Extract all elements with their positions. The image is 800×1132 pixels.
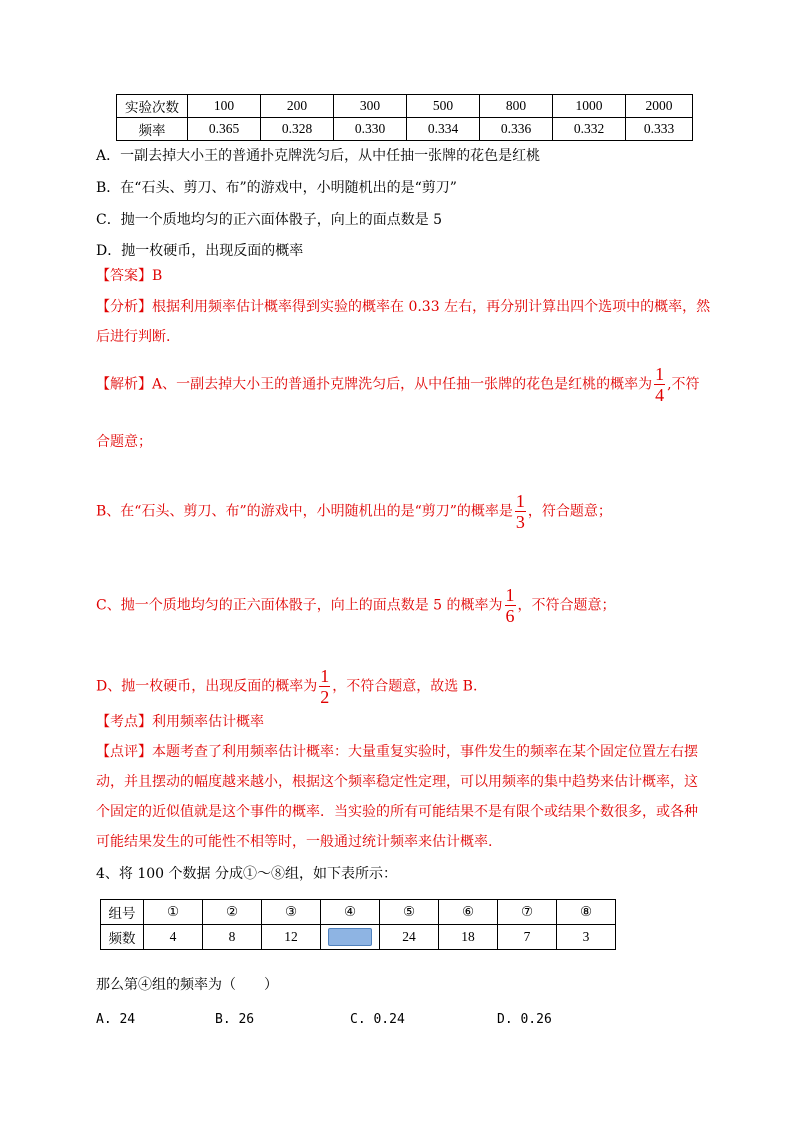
table-cell: ③ <box>262 900 321 925</box>
option-d: D．抛一枚硬币，出现反面的概率 <box>96 243 304 259</box>
analysis-line-2: 后进行判断. <box>96 329 171 345</box>
table-cell: ⑧ <box>557 900 616 925</box>
table-cell: 实验次数 <box>117 95 188 118</box>
table-cell: 7 <box>498 925 557 950</box>
answer-value: B <box>152 268 163 284</box>
table-cell: ⑤ <box>380 900 439 925</box>
analysis-line-1 <box>96 297 710 317</box>
fraction-numerator: 1 <box>655 364 665 384</box>
table-cell: 4 <box>144 925 203 950</box>
table-cell: 1000 <box>553 95 626 118</box>
explanation-c-after: ，不符合题意； <box>517 597 616 614</box>
explanation-d <box>96 666 477 707</box>
explanation-tag: 【解析】 <box>96 376 152 393</box>
table-cell: 频率 <box>117 118 188 141</box>
dianping-tag: 【点评】 <box>96 744 152 760</box>
explanation-b-text: B、在“石头、剪刀、布”的游戏中，小明随机出的是“剪刀”的概率是 <box>96 503 513 520</box>
explanation-b <box>96 491 612 532</box>
table-cell: 0.365 <box>188 118 261 141</box>
analysis-text: 根据利用频率估计概率得到实验的概率在 0.33 左右，再分别计算出四个选项中的概率，然 <box>152 299 711 315</box>
table-cell: 8 <box>203 925 262 950</box>
table-header-row <box>101 900 616 925</box>
table-cell: ⑥ <box>439 900 498 925</box>
explanation-c <box>96 585 616 626</box>
fraction-1-2 <box>319 666 330 707</box>
table-cell: 0.330 <box>334 118 407 141</box>
fraction-numerator: 1 <box>505 585 515 605</box>
table-cell: 0.333 <box>626 118 693 141</box>
q4-option-d: D. 0.26 <box>497 1012 552 1027</box>
blank-placeholder <box>328 928 372 946</box>
table-cell: 24 <box>380 925 439 950</box>
table-cell: 2000 <box>626 95 693 118</box>
table-cell: 800 <box>480 95 553 118</box>
q4-option-a: A. 24 <box>96 1012 136 1027</box>
kaodian-tag: 【考点】 <box>96 714 152 730</box>
option-b: B．在“石头、剪刀、布”的游戏中，小明随机出的是“剪刀” <box>96 180 457 196</box>
dianping-line-1 <box>96 742 698 762</box>
dianping-line-3: 个固定的近似值就是这个事件的概率．当实验的所有可能结果不是有限个或结果个数很多，或各种 <box>96 804 698 820</box>
table-cell: 0.336 <box>480 118 553 141</box>
q4-option-b: B. 26 <box>215 1012 255 1027</box>
dianping-line-2: 动，并且摆动的幅度越来越小，根据这个频率稳定性定理，可以用频率的集中趋势来估计概率，这 <box>96 774 698 790</box>
fraction-denominator: 4 <box>655 385 665 405</box>
table-row <box>117 118 693 141</box>
kaodian-line <box>96 712 264 732</box>
table-cell: 18 <box>439 925 498 950</box>
option-a: A．一副去掉大小王的普通扑克牌洗匀后，从中任抽一张牌的花色是红桃 <box>96 148 541 164</box>
table-cell: ⑦ <box>498 900 557 925</box>
answer-line <box>96 266 162 286</box>
table-cell: ② <box>203 900 262 925</box>
analysis-tag: 【分析】 <box>96 299 152 315</box>
explanation-a <box>96 364 700 405</box>
answer-tag: 【答案】 <box>96 268 152 284</box>
explanation-c-text: C、抛一个质地均匀的正六面体骰子，向上的面点数是 5 的概率为 <box>96 597 503 614</box>
fraction-1-6 <box>505 585 516 626</box>
fraction-denominator: 6 <box>505 606 515 626</box>
table-cell: 组号 <box>101 900 144 925</box>
table-cell-blank <box>321 925 380 950</box>
table-cell: 100 <box>188 95 261 118</box>
table-cell: ④ <box>321 900 380 925</box>
group-frequency-table <box>100 899 616 950</box>
explanation-a-after: ,不符 <box>667 376 700 393</box>
kaodian-text: 利用频率估计概率 <box>152 714 264 730</box>
table-cell: 频数 <box>101 925 144 950</box>
option-c: C．抛一个质地均匀的正六面体骰子，向上的面点数是 5 <box>96 212 443 228</box>
table-cell: 0.334 <box>407 118 480 141</box>
table-cell: 200 <box>261 95 334 118</box>
table-row <box>101 925 616 950</box>
fraction-1-3 <box>515 491 526 532</box>
dianping-line-4: 可能结果发生的可能性不相等时，一般通过统计频率来估计概率. <box>96 834 493 850</box>
fraction-denominator: 3 <box>515 512 525 532</box>
table-cell: 0.328 <box>261 118 334 141</box>
dianping-text: 本题考查了利用频率估计概率：大量重复实验时，事件发生的频率在某个固定位置左右摆 <box>152 744 698 760</box>
table-cell: 0.332 <box>553 118 626 141</box>
explanation-a-text: A、一副去掉大小王的普通扑克牌洗匀后，从中任抽一张牌的花色是红桃的概率为 <box>152 376 653 393</box>
table-cell: ① <box>144 900 203 925</box>
table-cell: 3 <box>557 925 616 950</box>
explanation-d-after: ，不符合题意，故选 B. <box>332 678 478 695</box>
explanation-b-after: ，符合题意； <box>527 503 612 520</box>
question-4-stem: 4、将 100 个数据 分成①～⑧组，如下表所示： <box>96 866 397 882</box>
table-header-row <box>117 95 693 118</box>
table-cell: 500 <box>407 95 480 118</box>
frequency-table <box>116 94 693 141</box>
q4-option-c: C. 0.24 <box>350 1012 405 1027</box>
question-4-prompt: 那么第④组的频率为（ ） <box>96 977 278 993</box>
fraction-numerator: 1 <box>515 491 525 511</box>
fraction-1-4 <box>654 364 665 405</box>
explanation-d-text: D、抛一枚硬币，出现反面的概率为 <box>96 678 318 695</box>
explanation-a-line-2: 合题意； <box>96 434 152 450</box>
fraction-numerator: 1 <box>320 666 330 686</box>
fraction-denominator: 2 <box>320 687 330 707</box>
table-cell: 300 <box>334 95 407 118</box>
table-cell: 12 <box>262 925 321 950</box>
